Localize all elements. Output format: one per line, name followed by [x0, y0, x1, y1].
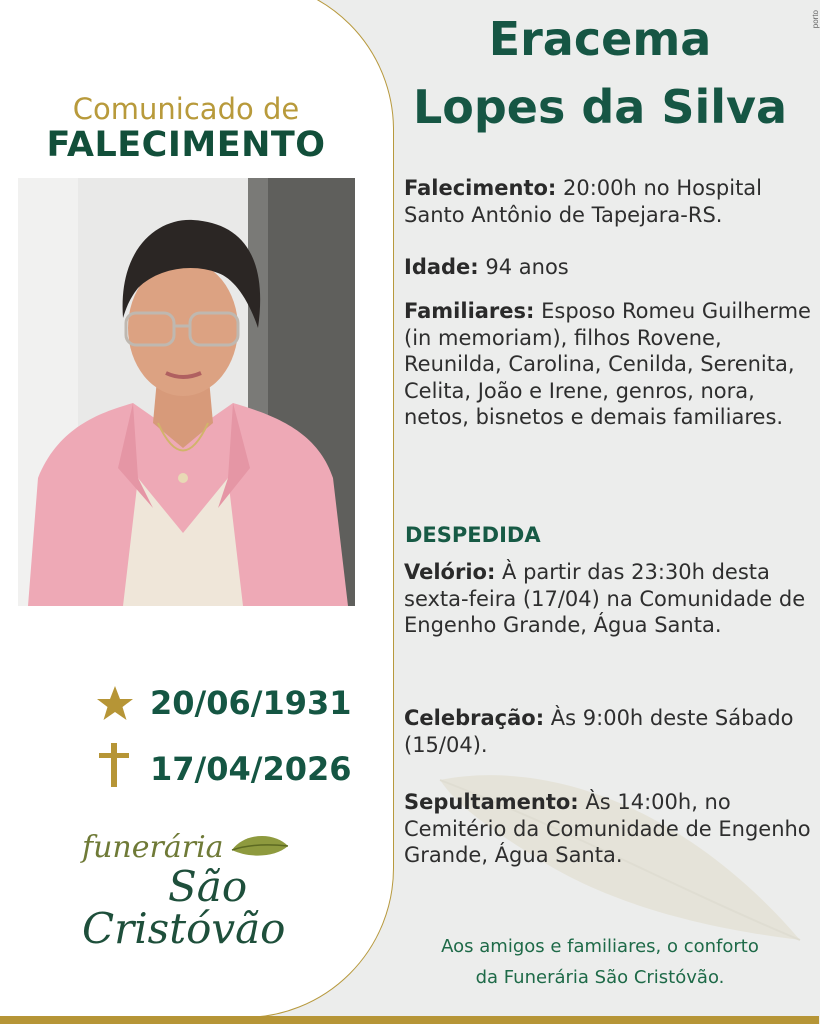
footer-line2: da Funerária São Cristóvão.	[475, 967, 725, 988]
familiares-info	[404, 298, 814, 431]
deceased-name-line1: Eracema	[488, 12, 712, 66]
sepultamento-info	[404, 789, 814, 869]
comunicado-label: Comunicado de	[72, 92, 300, 126]
sepultamento-text: Às 14:00h, no Cemitério da Comunidade de Engenho Grande, Água Santa.	[404, 790, 811, 867]
portrait-photo	[18, 178, 355, 606]
celebracao-info	[404, 705, 814, 758]
leaf-icon	[230, 830, 290, 860]
familiares-label: Familiares:	[404, 299, 535, 323]
falecimento-text: 20:00h no Hospital Santo Antônio de Tapejara-RS.	[404, 176, 763, 227]
brand-mark: porto	[811, 10, 820, 29]
death-date-row	[95, 748, 355, 792]
falecimento-label: Falecimento:	[404, 176, 557, 200]
idade-label: Idade:	[404, 255, 479, 279]
logo-funeraria: funerária	[82, 830, 224, 865]
funeral-home-logo	[80, 822, 310, 962]
idade-text: 94 anos	[478, 255, 569, 279]
footer-line1: Aos amigos e familiares, o conforto	[441, 936, 759, 957]
sepultamento-label: Sepultamento:	[404, 790, 579, 814]
idade-info	[404, 254, 814, 281]
velorio-info	[404, 559, 814, 639]
cross-icon	[95, 740, 135, 790]
logo-sao: São	[168, 862, 248, 911]
celebracao-text: Às 9:00h deste Sábado (15/04).	[404, 706, 794, 757]
death-date: 17/04/2026	[150, 750, 352, 788]
birth-date: 20/06/1931	[150, 684, 352, 722]
despedida-heading: DESPEDIDA	[405, 523, 541, 547]
deceased-name-line2: Lopes da Silva	[412, 80, 788, 134]
falecimento-heading: FALECIMENTO	[46, 125, 326, 165]
bottom-gold-line	[0, 1016, 819, 1024]
familiares-text: Esposo Romeu Guilherme (in memoriam), filhos Rovene, Reunilda, Carolina, Cenilda, Serenita, Celita, João e Irene, genros, nora, netos, bisnetos e demais familiares.	[404, 299, 811, 429]
velorio-text: À partir das 23:30h desta sexta-feira (17/04) na Comunidade de Engenho Grande, Água Santa.	[404, 560, 806, 637]
falecimento-info	[404, 175, 814, 228]
celebracao-label: Celebração:	[404, 706, 545, 730]
birth-date-row	[95, 682, 355, 726]
logo-cristovao: Cristóvão	[82, 904, 286, 953]
star-icon	[95, 682, 135, 726]
footer-message	[400, 931, 800, 993]
velorio-label: Velório:	[404, 560, 496, 584]
